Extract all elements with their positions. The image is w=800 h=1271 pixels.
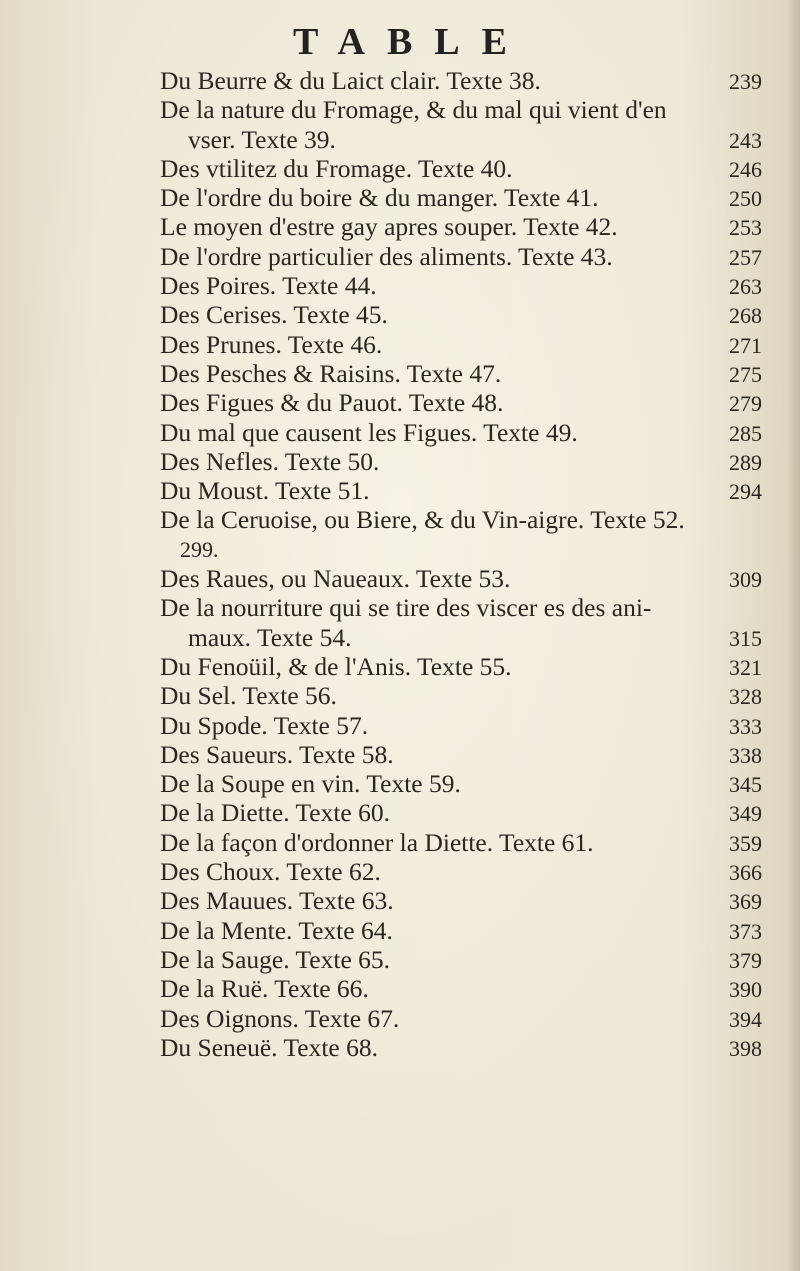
toc-page-number: 345 xyxy=(729,772,762,798)
toc-entry-title: Des Prunes. Texte 46. xyxy=(160,329,383,359)
toc-entry-title: Du Moust. Texte 51. xyxy=(160,476,370,506)
toc-entry-title: Des Mauues. Texte 63. xyxy=(160,886,394,916)
toc-entry xyxy=(160,300,762,329)
toc-entry-line xyxy=(160,66,762,95)
toc-entry-title: De la nourriture qui se tire des viscer es des ani- xyxy=(160,593,652,623)
toc-page-number: 390 xyxy=(729,977,762,1003)
table-of-contents xyxy=(160,66,762,1062)
toc-entry xyxy=(160,66,762,95)
toc-entry xyxy=(160,798,762,827)
toc-entry-continuation xyxy=(160,125,762,154)
toc-page-number: 394 xyxy=(729,1006,762,1032)
toc-entry xyxy=(160,476,762,505)
toc-entry xyxy=(160,1033,762,1062)
toc-page-number: 369 xyxy=(729,889,762,915)
toc-entry-line xyxy=(160,330,762,359)
toc-entry-line xyxy=(160,1004,762,1033)
toc-entry-title: Des Figues & du Pauot. Texte 48. xyxy=(160,388,504,418)
toc-entry-title: De la façon d'ordonner la Diette. Texte 61. xyxy=(160,827,594,857)
toc-entry-title: Des Raues, ou Naueaux. Texte 53. xyxy=(160,564,511,594)
toc-entry xyxy=(160,1004,762,1033)
toc-page-number: 289 xyxy=(729,449,762,475)
toc-page-number: 271 xyxy=(729,332,762,358)
toc-entry xyxy=(160,418,762,447)
toc-entry xyxy=(160,330,762,359)
toc-entry-title: Le moyen d'estre gay apres souper. Texte 42. xyxy=(160,212,618,242)
toc-page-number: 333 xyxy=(729,713,762,739)
toc-entry-title: Du Sel. Texte 56. xyxy=(160,681,337,711)
toc-entry-title: Du Fenoüil, & de l'Anis. Texte 55. xyxy=(160,651,512,681)
toc-entry-title: Du Beurre & du Laict clair. Texte 38. xyxy=(160,66,541,95)
toc-page-number: 349 xyxy=(729,801,762,827)
toc-page-number: 253 xyxy=(729,215,762,241)
toc-page-number: 294 xyxy=(729,479,762,505)
toc-entry-line xyxy=(160,359,762,388)
toc-entry-title: De la Soupe en vin. Texte 59. xyxy=(160,769,461,799)
toc-entry-title: Des Pesches & Raisins. Texte 47. xyxy=(160,358,502,388)
toc-page-number: 246 xyxy=(729,156,762,182)
toc-entry xyxy=(160,388,762,417)
toc-entry-line xyxy=(160,681,762,710)
toc-entry-title: Du Seneuë. Texte 68. xyxy=(160,1032,378,1062)
toc-entry-title: De la Sauge. Texte 65. xyxy=(160,944,391,974)
toc-entry xyxy=(160,828,762,857)
toc-entry-line xyxy=(160,388,762,417)
toc-entry-line xyxy=(160,95,762,124)
toc-entry-line xyxy=(160,828,762,857)
toc-entry-title: De la nature du Fromage, & du mal qui vient d'en xyxy=(160,95,667,125)
toc-page-number: 321 xyxy=(729,654,762,680)
toc-entry-line xyxy=(160,1033,762,1062)
toc-page-number: 379 xyxy=(729,947,762,973)
toc-entry-line xyxy=(160,418,762,447)
toc-entry-line xyxy=(160,447,762,476)
toc-entry xyxy=(160,242,762,271)
toc-entry xyxy=(160,564,762,593)
toc-entry xyxy=(160,740,762,769)
toc-entry xyxy=(160,271,762,300)
toc-entry xyxy=(160,974,762,1003)
toc-entry-title: Du Spode. Texte 57. xyxy=(160,710,369,740)
toc-entry-continuation xyxy=(160,623,762,652)
toc-page-number: 243 xyxy=(729,127,762,153)
toc-entry-continuation xyxy=(160,535,762,564)
toc-page-number: 338 xyxy=(729,742,762,768)
toc-entry-title: De la Ruë. Texte 66. xyxy=(160,974,369,1004)
toc-continuation-text: maux. Texte 54. xyxy=(188,622,352,652)
toc-page-number: 239 xyxy=(729,69,762,94)
page-heading: TABLE xyxy=(292,21,529,63)
toc-page-number: 263 xyxy=(729,274,762,300)
toc-entry-line xyxy=(160,593,762,622)
toc-entry-line xyxy=(160,242,762,271)
toc-entry xyxy=(160,447,762,476)
toc-entry-title: Des Saueurs. Texte 58. xyxy=(160,739,394,769)
toc-page-number: 366 xyxy=(729,860,762,886)
toc-entry xyxy=(160,212,762,241)
toc-entry-title: Des Cerises. Texte 45. xyxy=(160,300,388,330)
toc-page-number: 275 xyxy=(729,361,762,387)
toc-entry-line xyxy=(160,798,762,827)
toc-entry xyxy=(160,652,762,681)
toc-entry-line xyxy=(160,916,762,945)
toc-entry-title: De la Mente. Texte 64. xyxy=(160,915,393,945)
toc-entry xyxy=(160,711,762,740)
toc-entry-line xyxy=(160,183,762,212)
toc-entry-line xyxy=(160,740,762,769)
toc-entry xyxy=(160,857,762,886)
toc-page-number: 268 xyxy=(729,303,762,329)
toc-entry-line xyxy=(160,271,762,300)
toc-entry xyxy=(160,359,762,388)
toc-entry-line xyxy=(160,711,762,740)
toc-continuation-text: 299. xyxy=(180,536,219,562)
toc-entry-line xyxy=(160,974,762,1003)
toc-entry xyxy=(160,593,762,652)
toc-entry-title: Des vtilitez du Fromage. Texte 40. xyxy=(160,153,513,183)
toc-entry-title: De l'ordre du boire & du manger. Texte 41. xyxy=(160,183,599,213)
toc-entry-line xyxy=(160,564,762,593)
toc-entry-line xyxy=(160,886,762,915)
toc-entry xyxy=(160,886,762,915)
toc-page-number: 398 xyxy=(729,1035,762,1061)
toc-entry xyxy=(160,505,762,564)
toc-page-number: 309 xyxy=(729,567,762,593)
toc-entry xyxy=(160,916,762,945)
toc-page-number: 285 xyxy=(729,420,762,446)
toc-entry xyxy=(160,183,762,212)
toc-page-number: 279 xyxy=(729,391,762,417)
toc-entry xyxy=(160,154,762,183)
toc-entry-title: De la Diette. Texte 60. xyxy=(160,798,390,828)
toc-entry-line xyxy=(160,505,762,534)
toc-entry-line xyxy=(160,212,762,241)
toc-page-number: 257 xyxy=(729,244,762,270)
toc-continuation-text: vser. Texte 39. xyxy=(188,124,336,154)
toc-entry-title: Du mal que causent les Figues. Texte 49. xyxy=(160,417,578,447)
toc-entry-line xyxy=(160,945,762,974)
toc-entry-title: Des Choux. Texte 62. xyxy=(160,857,381,887)
toc-entry-title: Des Poires. Texte 44. xyxy=(160,271,377,301)
toc-entry-line xyxy=(160,476,762,505)
toc-entry-line xyxy=(160,652,762,681)
toc-entry-line xyxy=(160,154,762,183)
page-gutter-shadow xyxy=(786,0,800,1271)
toc-entry xyxy=(160,769,762,798)
toc-entry-title: Des Nefles. Texte 50. xyxy=(160,446,380,476)
toc-page-number: 250 xyxy=(729,186,762,212)
toc-entry-line xyxy=(160,769,762,798)
toc-entry-title: De la Ceruoise, ou Biere, & du Vin-aigre. Texte 52. xyxy=(160,505,685,535)
toc-entry xyxy=(160,681,762,710)
toc-entry-line xyxy=(160,300,762,329)
toc-entry-line xyxy=(160,857,762,886)
toc-page-number: 315 xyxy=(729,625,762,651)
toc-page-number: 373 xyxy=(729,918,762,944)
toc-entry xyxy=(160,945,762,974)
toc-entry xyxy=(160,95,762,154)
toc-entry-title: Des Oignons. Texte 67. xyxy=(160,1003,400,1033)
toc-page-number: 328 xyxy=(729,684,762,710)
toc-page-number: 359 xyxy=(729,830,762,856)
toc-entry-title: De l'ordre particulier des aliments. Texte 43. xyxy=(160,241,613,271)
